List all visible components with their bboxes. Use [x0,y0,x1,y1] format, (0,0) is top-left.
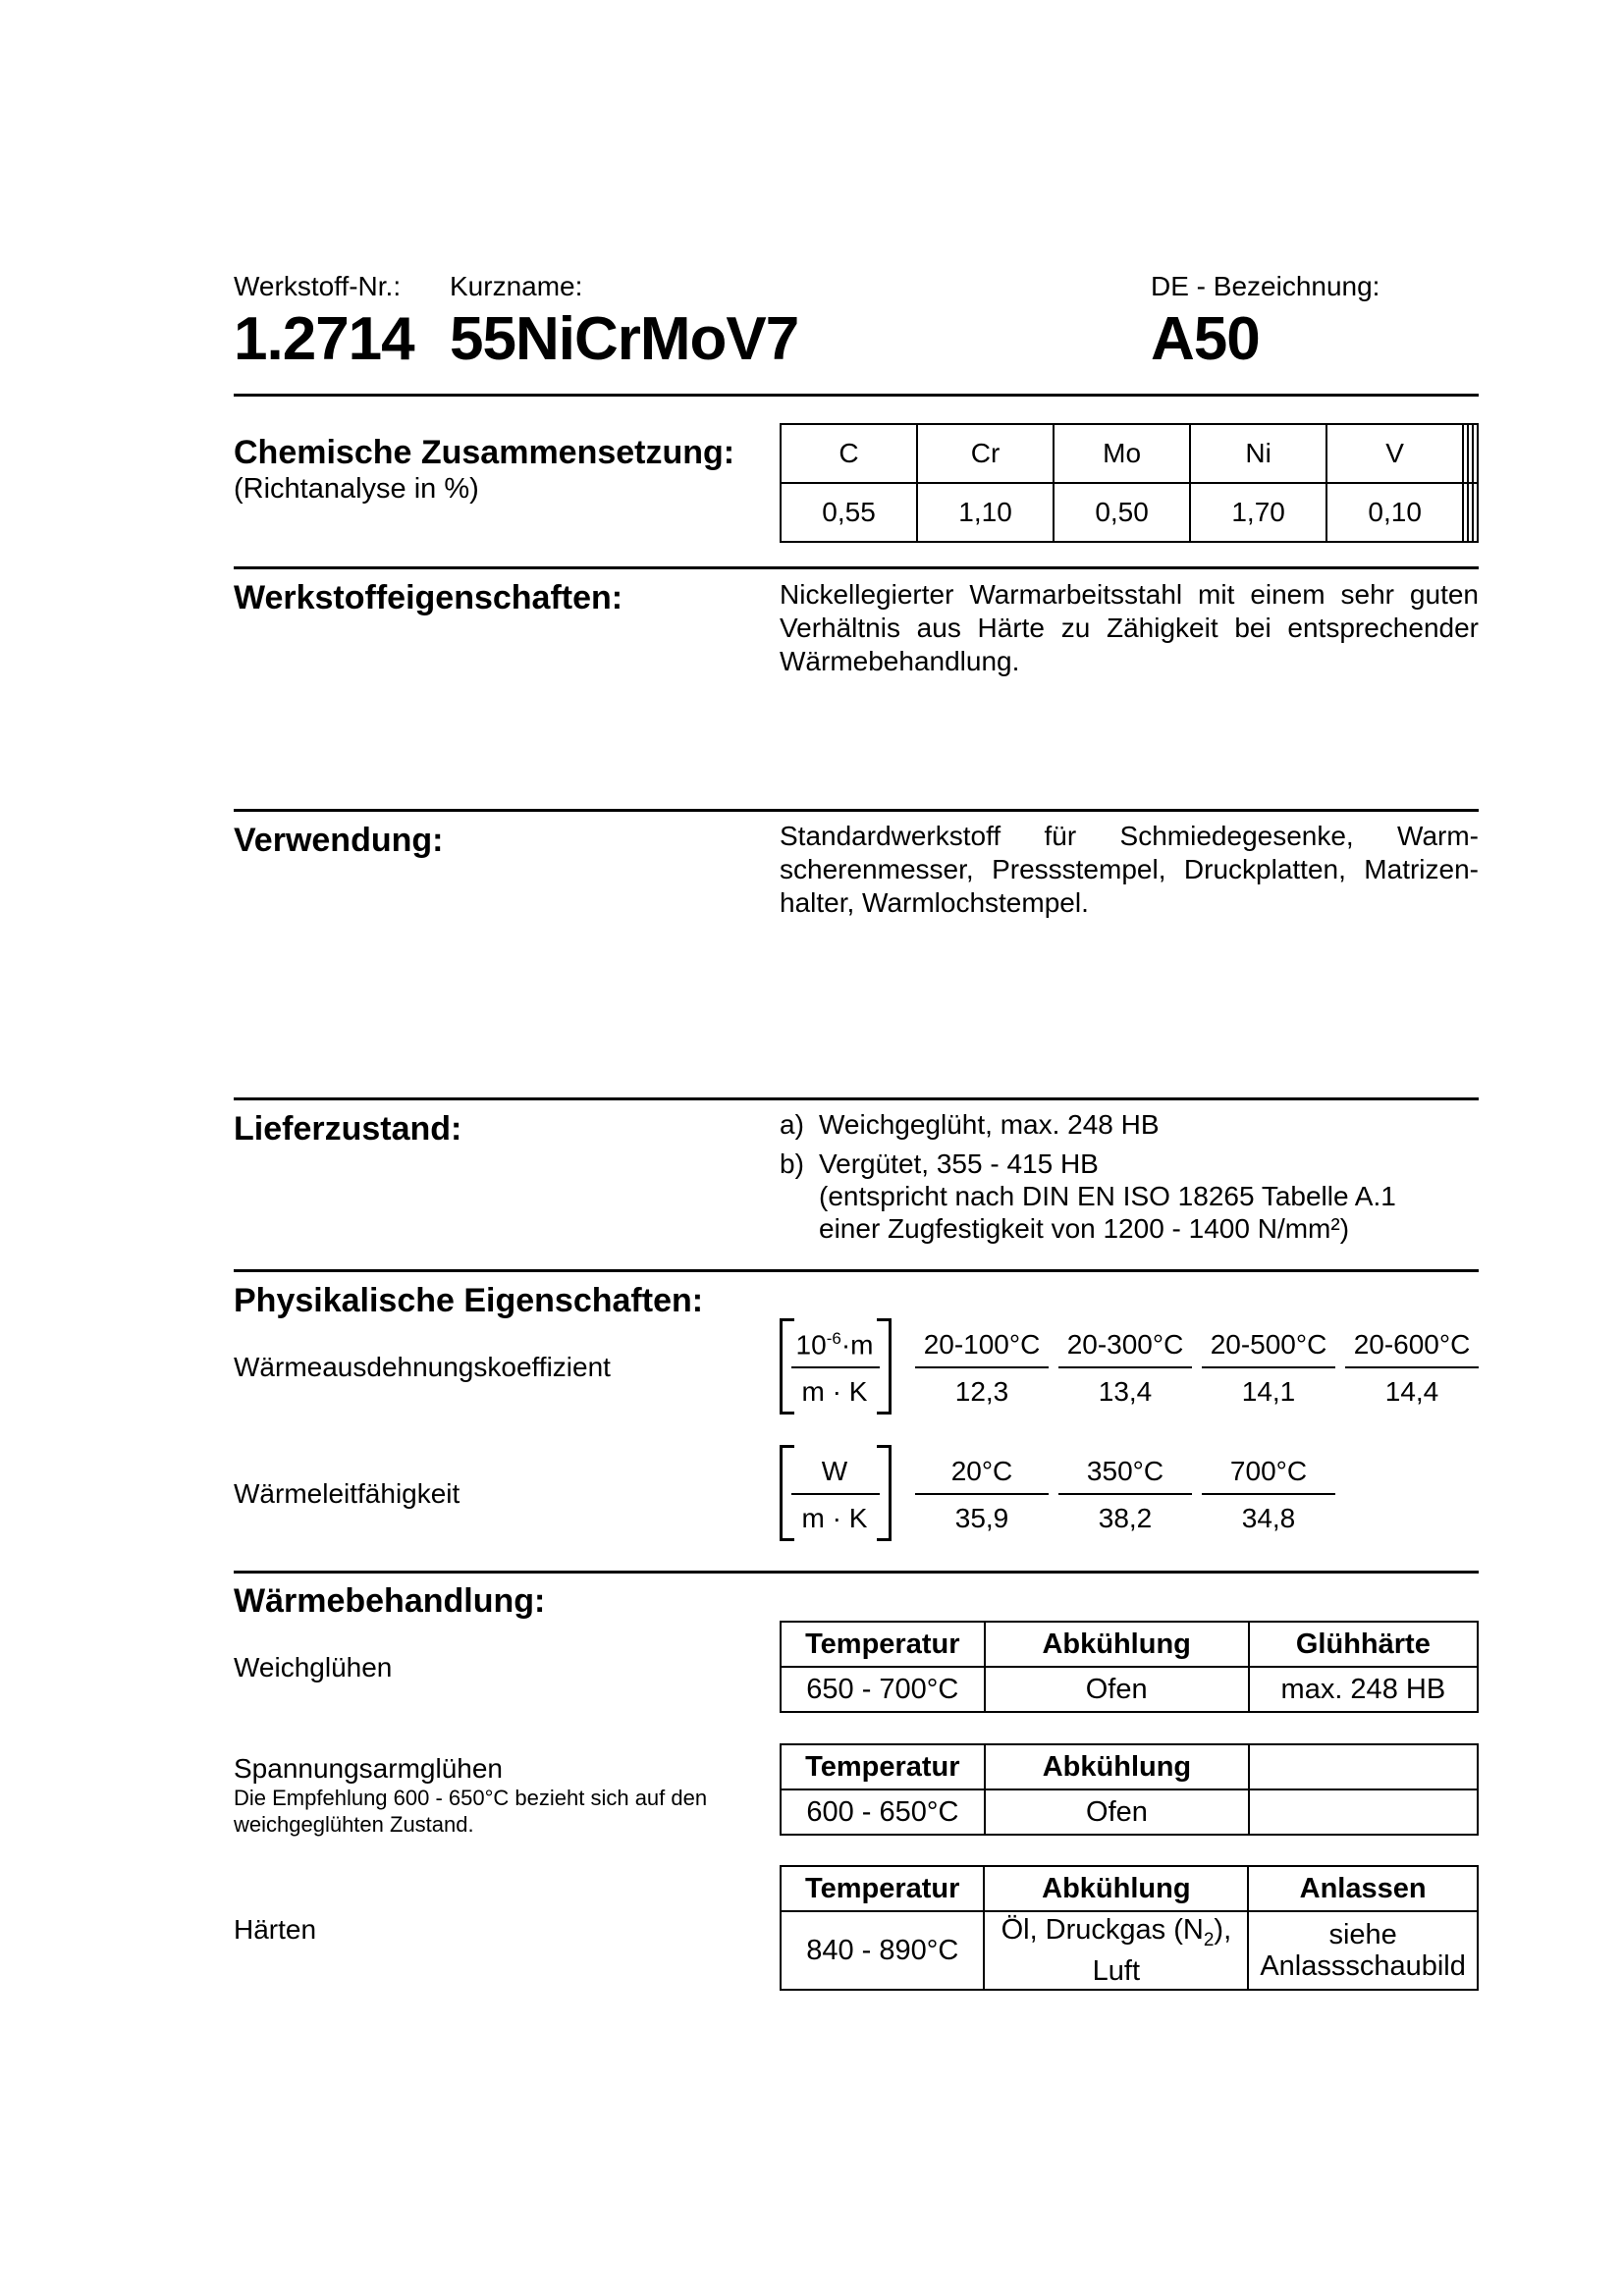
value-cell: 1,10 [917,483,1054,542]
value-cell: 0,50 [1054,483,1190,542]
element-cell: Cr [917,424,1054,483]
value-cell [1473,483,1478,542]
header-cell: Glühhärte [1249,1622,1478,1667]
leitfaehigkeit-unit-numerator: W [821,1456,848,1486]
element-cell: C [781,424,917,483]
werkstoff-nr-label: Werkstoff-Nr.: [234,271,402,301]
fraction-bar [791,1366,880,1368]
de-bezeichnung-value: A50 [1151,305,1260,373]
ausdehnung-value: 12,3 [954,1376,1009,1407]
value-cell: max. 248 HB [1249,1667,1478,1712]
divider [234,394,1479,397]
header-cell: Temperatur [781,1744,985,1789]
fraction-bar [791,1493,880,1495]
column-line [1202,1366,1335,1368]
column-line [1345,1366,1479,1368]
ausdehnung-temp: 20-600°C [1353,1329,1471,1360]
weichgluehen-table [780,1621,1479,1713]
werkstoff-nr-value: 1.2714 [234,305,414,373]
value-cell: Ofen [985,1789,1249,1835]
leitfaehigkeit-value: 34,8 [1241,1503,1296,1533]
de-bezeichnung-label: DE - Bezeichnung: [1151,271,1380,301]
element-cell: V [1326,424,1463,483]
value-cell: 1,70 [1190,483,1326,542]
lieferzustand-b-text: Vergütet, 355 - 415 HB [819,1148,1099,1179]
lieferzustand-a-text: Weichgeglüht, max. 248 HB [819,1109,1160,1140]
element-cell [1473,424,1478,483]
chemie-subtitle: (Richtanalyse in %) [234,473,479,505]
value-cell: 0,55 [781,483,917,542]
lieferzustand-b-note: (entspricht nach DIN EN ISO 18265 Tabelle A.1 [819,1181,1396,1211]
lieferzustand-b-note: einer Zugfestigkeit von 1200 - 1400 N/mm²) [819,1213,1350,1244]
lieferzustand-a-marker: a) [780,1109,804,1140]
waerme-title: Wärmebehandlung: [234,1582,546,1620]
ausdehnung-value: 14,4 [1384,1376,1439,1407]
divider [234,1571,1479,1574]
ausdehnung-value: 13,4 [1098,1376,1153,1407]
value-cell: 600 - 650°C [781,1789,985,1835]
leitfaehigkeit-temp: 700°C [1229,1456,1308,1486]
leitfaehigkeit-temp: 350°C [1086,1456,1164,1486]
divider [234,566,1479,569]
value-cell: siehe Anlassschaubild [1248,1911,1478,1990]
spannungsarm-note: weichgeglühten Zustand. [234,1812,474,1837]
value-cell: 650 - 700°C [781,1667,985,1712]
column-line [915,1366,1049,1368]
ausdehnung-unit-denominator: m · K [801,1376,868,1407]
leitfaehigkeit-value: 38,2 [1098,1503,1153,1533]
divider [234,1269,1479,1272]
leitfaehigkeit-label: Wärmeleitfähigkeit [234,1478,460,1509]
leitfaehigkeit-value: 35,9 [954,1503,1009,1533]
spannungsarm-note: Die Empfehlung 600 - 650°C bezieht sich auf den [234,1786,708,1810]
value-cell [1249,1789,1478,1835]
leitfaehigkeit-unit-denominator: m · K [801,1503,868,1533]
column-line [1058,1366,1192,1368]
bracket-right [877,1445,892,1541]
bracket-right [877,1318,892,1415]
header-cell: Temperatur [781,1622,985,1667]
divider [234,809,1479,812]
physik-title: Physikalische Eigenschaften: [234,1282,704,1319]
ausdehnung-label: Wärmeausdehnungskoeffizient [234,1352,611,1382]
header-cell: Abkühlung [985,1622,1249,1667]
spannungsarm-label: Spannungsarmglühen [234,1753,503,1784]
chemie-table [780,423,1479,543]
chemie-title: Chemische Zusammensetzung: [234,434,735,471]
kurzname-value: 55NiCrMoV7 [450,305,799,373]
column-line [1058,1493,1192,1495]
column-line [915,1493,1049,1495]
value-cell: 0,10 [1326,483,1463,542]
lieferzustand-title: Lieferzustand: [234,1110,462,1148]
header-cell: Temperatur [781,1866,984,1911]
element-cell: Mo [1054,424,1190,483]
haerten-table [780,1865,1479,1991]
value-cell: Öl, Druckgas $(N_2)$, Luft [984,1911,1248,1990]
verwendung-title: Verwendung: [234,822,444,859]
ausdehnung-temp: 20-500°C [1210,1329,1327,1360]
weichgluehen-label: Weichglühen [234,1652,393,1682]
leitfaehigkeit-temp: 20°C [950,1456,1013,1486]
header-cell: Abkühlung [985,1744,1249,1789]
eigenschaften-title: Werkstoffeigenschaften: [234,579,623,616]
kurzname-label: Kurzname: [450,271,583,301]
divider [234,1097,1479,1100]
element-cell: Ni [1190,424,1326,483]
header-cell [1249,1744,1478,1789]
lieferzustand-b-marker: b) [780,1148,804,1179]
header-cell: Anlassen [1248,1866,1478,1911]
ausdehnung-temp: 20-100°C [923,1329,1041,1360]
column-line [1202,1493,1335,1495]
haerten-label: Härten [234,1914,317,1945]
value-cell: 840 - 890°C [781,1911,984,1990]
verwendung-text: Standardwerkstoff für Schmiedegesenke, Warm-scherenmesser, Pressstempel, Druckplatten, Matrizen-halter, Warmlochstempel. [780,821,1479,918]
header-cell: Abkühlung [984,1866,1248,1911]
ausdehnung-temp: 20-300°C [1066,1329,1184,1360]
ausdehnung-value: 14,1 [1241,1376,1296,1407]
eigenschaften-text: Nickellegierter Warmarbeitsstahl mit einem sehr guten Verhältnis aus Härte zu Zähigkeit bei entsprechender Wärmebehandlung. [780,579,1479,676]
ausdehnung-unit-numerator: $10^{-6}\cdot m$ [795,1329,874,1361]
spannungsarm-table [780,1743,1479,1836]
value-cell: Ofen [985,1667,1249,1712]
